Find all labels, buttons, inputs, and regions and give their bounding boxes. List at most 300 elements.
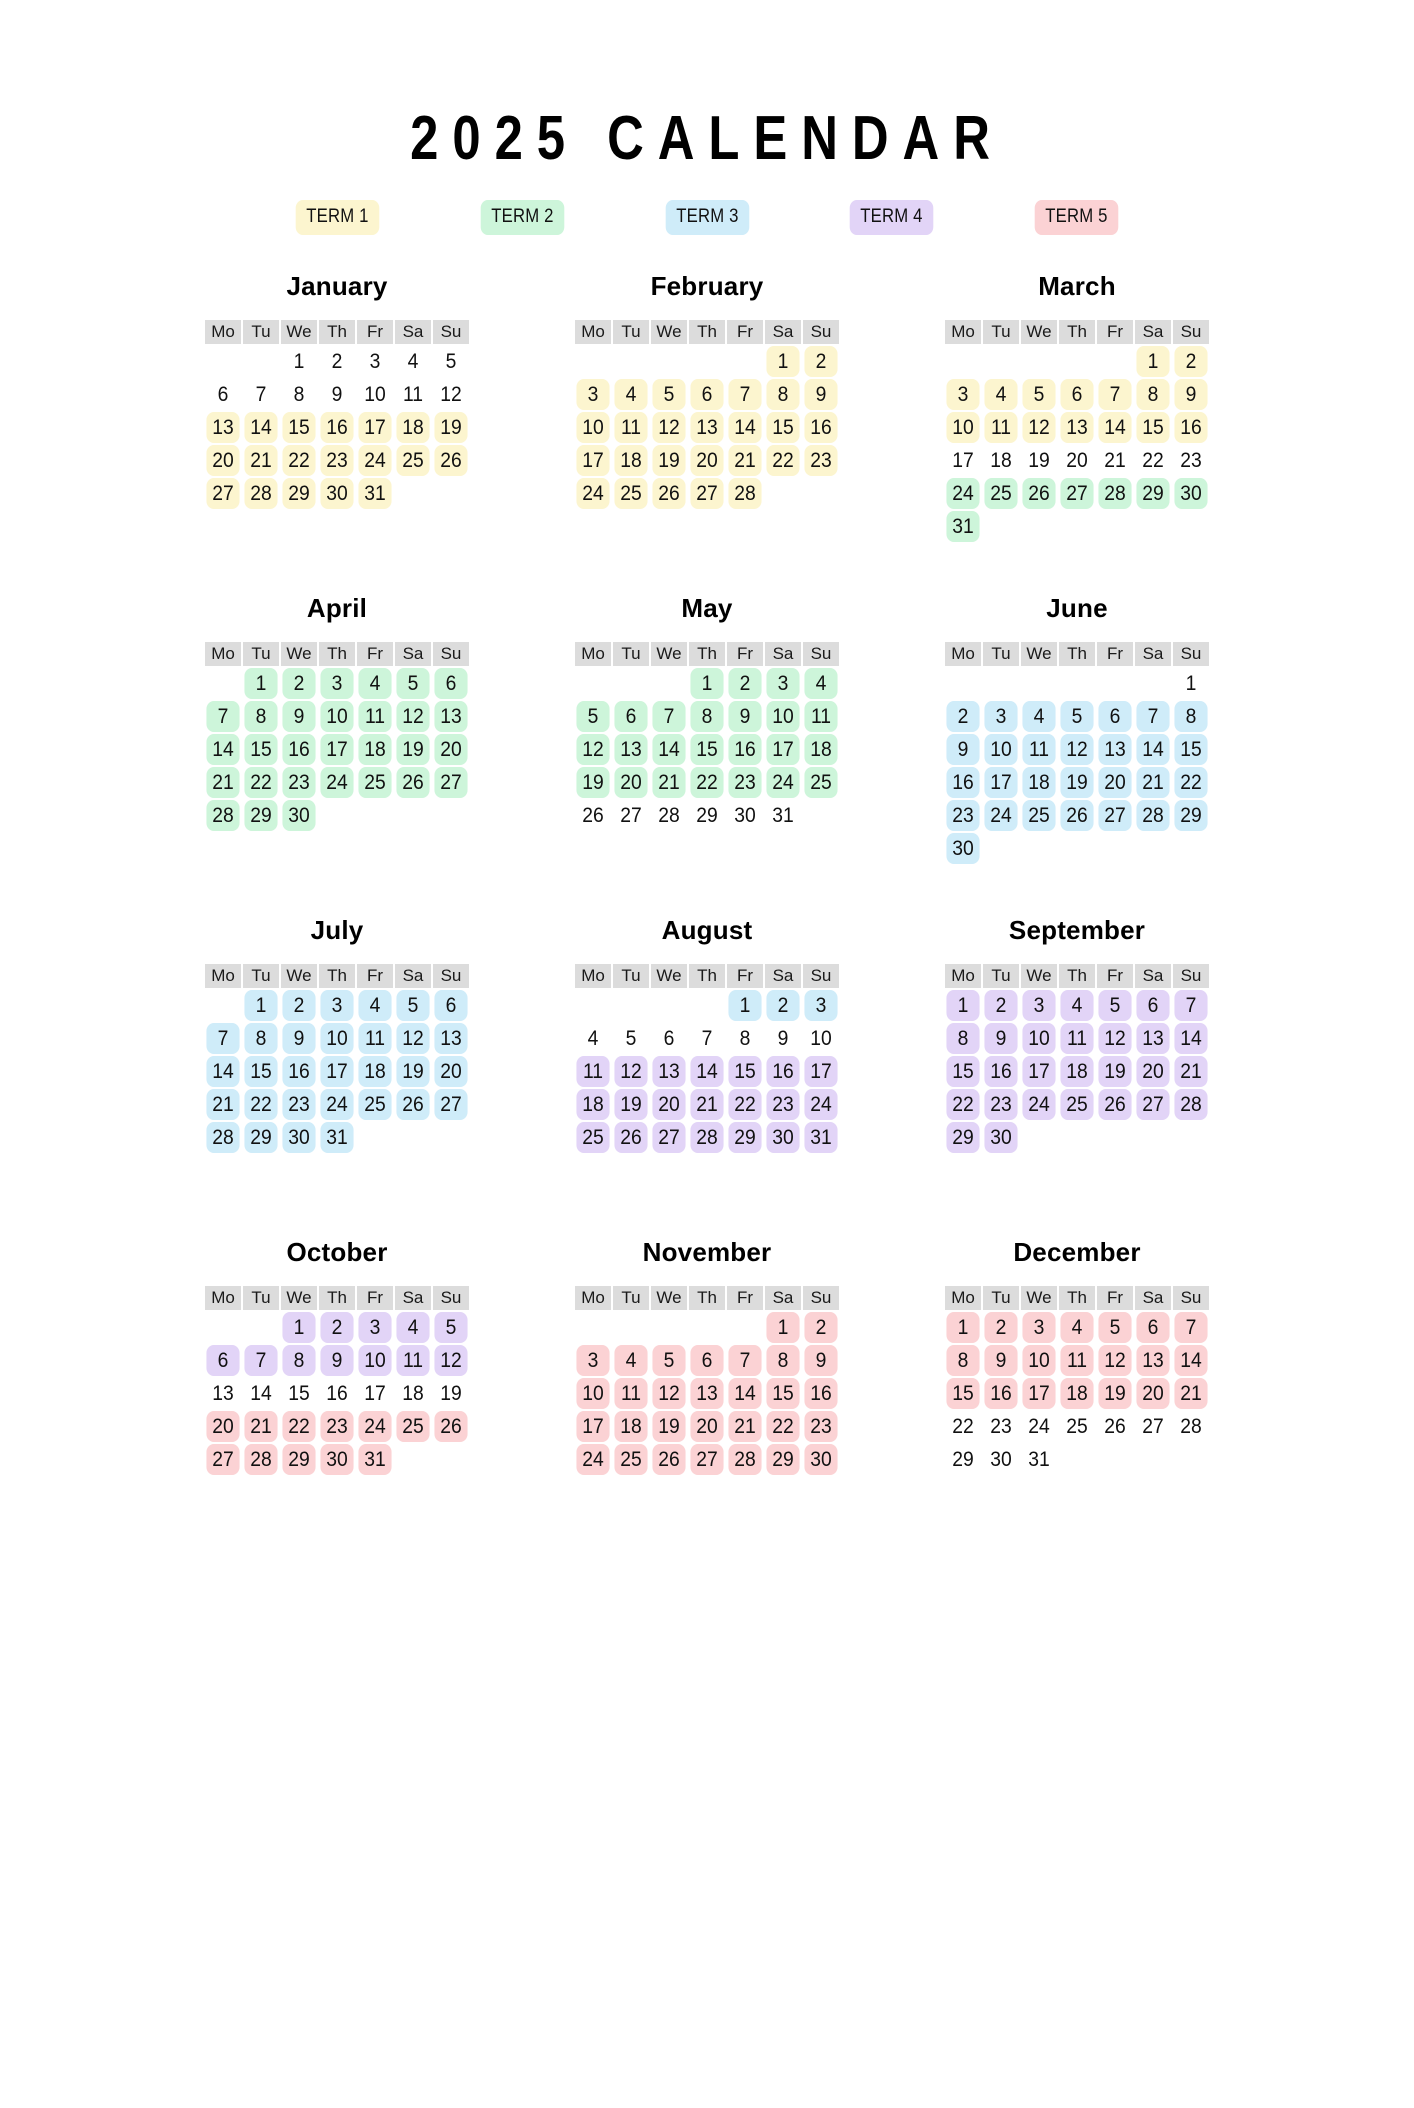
day-cell[interactable]: 16 [326,1381,348,1405]
day-cell[interactable]: 29 [244,1122,277,1153]
day-cell[interactable]: 28 [1136,800,1169,831]
day-cell[interactable]: 1 [244,990,277,1021]
day-cell[interactable]: 3 [984,701,1017,732]
day-cell[interactable]: 14 [1174,1345,1207,1376]
day-cell[interactable]: 9 [282,701,315,732]
day-cell[interactable]: 8 [946,1345,979,1376]
day-cell[interactable]: 7 [206,1023,239,1054]
day-cell[interactable]: 18 [358,1056,391,1087]
day-cell[interactable]: 16 [804,1378,837,1409]
day-cell[interactable]: 19 [576,767,609,798]
day-cell[interactable]: 11 [402,382,424,406]
day-cell[interactable]: 22 [766,1411,799,1442]
day-cell[interactable]: 31 [358,1444,391,1475]
day-cell[interactable]: 26 [652,1444,685,1475]
day-cell[interactable]: 21 [244,445,277,476]
day-cell[interactable]: 2 [282,668,315,699]
day-cell[interactable]: 13 [690,412,723,443]
day-cell[interactable]: 7 [652,701,685,732]
day-cell[interactable]: 5 [1060,701,1093,732]
day-cell[interactable]: 9 [984,1345,1017,1376]
day-cell[interactable]: 31 [804,1122,837,1153]
day-cell[interactable]: 20 [1136,1056,1169,1087]
day-cell[interactable]: 4 [407,349,419,373]
day-cell[interactable]: 17 [320,1056,353,1087]
day-cell[interactable]: 31 [946,511,979,542]
day-cell[interactable]: 5 [1098,1312,1131,1343]
day-cell[interactable]: 29 [1136,478,1169,509]
day-cell[interactable]: 12 [440,382,462,406]
day-cell[interactable]: 24 [358,445,391,476]
day-cell[interactable]: 8 [244,701,277,732]
day-cell[interactable]: 20 [1136,1378,1169,1409]
day-cell[interactable]: 19 [652,1411,685,1442]
day-cell[interactable]: 2 [1174,346,1207,377]
day-cell[interactable]: 23 [990,1414,1012,1438]
day-cell[interactable]: 2 [320,1312,353,1343]
day-cell[interactable]: 22 [282,445,315,476]
day-cell[interactable]: 18 [1022,767,1055,798]
day-cell[interactable]: 28 [244,478,277,509]
day-cell[interactable]: 22 [282,1411,315,1442]
day-cell[interactable]: 27 [1060,478,1093,509]
day-cell[interactable]: 5 [434,1312,467,1343]
day-cell[interactable]: 30 [320,478,353,509]
day-cell[interactable]: 25 [1022,800,1055,831]
day-cell[interactable]: 9 [320,1345,353,1376]
day-cell[interactable]: 1 [766,1312,799,1343]
day-cell[interactable]: 9 [804,379,837,410]
day-cell[interactable]: 5 [652,1345,685,1376]
day-cell[interactable]: 2 [804,1312,837,1343]
day-cell[interactable]: 22 [244,1089,277,1120]
day-cell[interactable]: 10 [364,382,386,406]
day-cell[interactable]: 12 [652,1378,685,1409]
day-cell[interactable]: 6 [217,382,229,406]
day-cell[interactable]: 18 [1060,1378,1093,1409]
day-cell[interactable]: 17 [766,734,799,765]
day-cell[interactable]: 19 [1060,767,1093,798]
day-cell[interactable]: 6 [206,1345,239,1376]
day-cell[interactable]: 14 [206,734,239,765]
day-cell[interactable]: 12 [1022,412,1055,443]
day-cell[interactable]: 17 [984,767,1017,798]
day-cell[interactable]: 21 [1136,767,1169,798]
day-cell[interactable]: 27 [620,803,642,827]
day-cell[interactable]: 9 [946,734,979,765]
day-cell[interactable]: 1 [282,1312,315,1343]
day-cell[interactable]: 17 [364,1381,386,1405]
day-cell[interactable]: 8 [739,1026,751,1050]
day-cell[interactable]: 10 [358,1345,391,1376]
day-cell[interactable]: 21 [652,767,685,798]
day-cell[interactable]: 12 [396,701,429,732]
day-cell[interactable]: 20 [434,1056,467,1087]
day-cell[interactable]: 4 [1022,701,1055,732]
day-cell[interactable]: 3 [369,349,381,373]
day-cell[interactable]: 22 [766,445,799,476]
day-cell[interactable]: 31 [320,1122,353,1153]
day-cell[interactable]: 30 [282,1122,315,1153]
day-cell[interactable]: 12 [576,734,609,765]
day-cell[interactable]: 28 [206,1122,239,1153]
day-cell[interactable]: 26 [396,767,429,798]
day-cell[interactable]: 7 [701,1026,713,1050]
day-cell[interactable]: 9 [1174,379,1207,410]
day-cell[interactable]: 20 [1098,767,1131,798]
day-cell[interactable]: 23 [282,1089,315,1120]
day-cell[interactable]: 4 [614,1345,647,1376]
day-cell[interactable]: 29 [244,800,277,831]
day-cell[interactable]: 17 [804,1056,837,1087]
day-cell[interactable]: 3 [1022,990,1055,1021]
day-cell[interactable]: 6 [663,1026,675,1050]
day-cell[interactable]: 13 [434,1023,467,1054]
day-cell[interactable]: 16 [946,767,979,798]
day-cell[interactable]: 6 [1136,990,1169,1021]
day-cell[interactable]: 27 [434,767,467,798]
day-cell[interactable]: 9 [331,382,343,406]
day-cell[interactable]: 27 [434,1089,467,1120]
day-cell[interactable]: 15 [282,412,315,443]
day-cell[interactable]: 11 [614,412,647,443]
day-cell[interactable]: 10 [1022,1345,1055,1376]
day-cell[interactable]: 24 [1022,1089,1055,1120]
day-cell[interactable]: 14 [244,412,277,443]
day-cell[interactable]: 27 [690,1444,723,1475]
day-cell[interactable]: 24 [804,1089,837,1120]
day-cell[interactable]: 29 [282,1444,315,1475]
day-cell[interactable]: 16 [282,734,315,765]
day-cell[interactable]: 9 [777,1026,789,1050]
day-cell[interactable]: 25 [358,767,391,798]
day-cell[interactable]: 25 [1060,1089,1093,1120]
day-cell[interactable]: 22 [952,1414,974,1438]
day-cell[interactable]: 20 [690,1411,723,1442]
day-cell[interactable]: 28 [658,803,680,827]
day-cell[interactable]: 1 [1136,346,1169,377]
day-cell[interactable]: 18 [614,445,647,476]
day-cell[interactable]: 28 [728,1444,761,1475]
day-cell[interactable]: 14 [728,1378,761,1409]
day-cell[interactable]: 12 [1098,1345,1131,1376]
day-cell[interactable]: 28 [690,1122,723,1153]
day-cell[interactable]: 26 [652,478,685,509]
term-badge-3[interactable]: TERM 3 [665,200,748,235]
day-cell[interactable]: 13 [690,1378,723,1409]
day-cell[interactable]: 17 [576,1411,609,1442]
day-cell[interactable]: 8 [244,1023,277,1054]
day-cell[interactable]: 26 [1098,1089,1131,1120]
day-cell[interactable]: 11 [1060,1345,1093,1376]
day-cell[interactable]: 29 [766,1444,799,1475]
day-cell[interactable]: 14 [1098,412,1131,443]
day-cell[interactable]: 30 [734,803,756,827]
day-cell[interactable]: 23 [766,1089,799,1120]
day-cell[interactable]: 10 [576,412,609,443]
day-cell[interactable]: 18 [804,734,837,765]
day-cell[interactable]: 30 [804,1444,837,1475]
day-cell[interactable]: 10 [946,412,979,443]
day-cell[interactable]: 29 [1174,800,1207,831]
day-cell[interactable]: 7 [206,701,239,732]
day-cell[interactable]: 30 [766,1122,799,1153]
day-cell[interactable]: 12 [396,1023,429,1054]
day-cell[interactable]: 7 [244,1345,277,1376]
day-cell[interactable]: 23 [984,1089,1017,1120]
day-cell[interactable]: 9 [282,1023,315,1054]
day-cell[interactable]: 3 [320,668,353,699]
day-cell[interactable]: 15 [766,412,799,443]
day-cell[interactable]: 26 [582,803,604,827]
term-badge-4[interactable]: TERM 4 [850,200,933,235]
day-cell[interactable]: 10 [320,1023,353,1054]
day-cell[interactable]: 4 [804,668,837,699]
day-cell[interactable]: 25 [984,478,1017,509]
day-cell[interactable]: 2 [282,990,315,1021]
day-cell[interactable]: 9 [984,1023,1017,1054]
day-cell[interactable]: 5 [576,701,609,732]
day-cell[interactable]: 7 [1174,1312,1207,1343]
day-cell[interactable]: 7 [1136,701,1169,732]
day-cell[interactable]: 3 [576,1345,609,1376]
day-cell[interactable]: 27 [1142,1414,1164,1438]
day-cell[interactable]: 12 [614,1056,647,1087]
day-cell[interactable]: 13 [1136,1345,1169,1376]
day-cell[interactable]: 16 [1174,412,1207,443]
day-cell[interactable]: 8 [1174,701,1207,732]
day-cell[interactable]: 6 [1136,1312,1169,1343]
day-cell[interactable]: 2 [766,990,799,1021]
day-cell[interactable]: 15 [244,734,277,765]
day-cell[interactable]: 2 [331,349,343,373]
term-badge-1[interactable]: TERM 1 [296,200,379,235]
day-cell[interactable]: 16 [766,1056,799,1087]
day-cell[interactable]: 20 [1066,448,1088,472]
day-cell[interactable]: 15 [244,1056,277,1087]
day-cell[interactable]: 10 [320,701,353,732]
day-cell[interactable]: 29 [946,1122,979,1153]
day-cell[interactable]: 20 [614,767,647,798]
day-cell[interactable]: 17 [1022,1056,1055,1087]
day-cell[interactable]: 27 [690,478,723,509]
day-cell[interactable]: 14 [206,1056,239,1087]
day-cell[interactable]: 1 [946,1312,979,1343]
day-cell[interactable]: 12 [652,412,685,443]
day-cell[interactable]: 8 [690,701,723,732]
day-cell[interactable]: 7 [1098,379,1131,410]
day-cell[interactable]: 24 [320,767,353,798]
day-cell[interactable]: 5 [1022,379,1055,410]
day-cell[interactable]: 11 [1022,734,1055,765]
day-cell[interactable]: 13 [434,701,467,732]
term-badge-2[interactable]: TERM 2 [480,200,563,235]
day-cell[interactable]: 11 [358,701,391,732]
day-cell[interactable]: 24 [984,800,1017,831]
day-cell[interactable]: 29 [728,1122,761,1153]
day-cell[interactable]: 24 [358,1411,391,1442]
day-cell[interactable]: 21 [728,1411,761,1442]
day-cell[interactable]: 20 [652,1089,685,1120]
day-cell[interactable]: 19 [1098,1056,1131,1087]
day-cell[interactable]: 6 [690,379,723,410]
day-cell[interactable]: 30 [1174,478,1207,509]
day-cell[interactable]: 12 [434,1345,467,1376]
day-cell[interactable]: 5 [396,990,429,1021]
day-cell[interactable]: 18 [358,734,391,765]
day-cell[interactable]: 7 [728,379,761,410]
day-cell[interactable]: 5 [396,668,429,699]
day-cell[interactable]: 10 [576,1378,609,1409]
day-cell[interactable]: 31 [358,478,391,509]
day-cell[interactable]: 20 [206,445,239,476]
day-cell[interactable]: 15 [728,1056,761,1087]
day-cell[interactable]: 24 [576,1444,609,1475]
day-cell[interactable]: 16 [320,412,353,443]
day-cell[interactable]: 14 [652,734,685,765]
day-cell[interactable]: 16 [282,1056,315,1087]
day-cell[interactable]: 21 [206,767,239,798]
day-cell[interactable]: 19 [434,412,467,443]
day-cell[interactable]: 9 [804,1345,837,1376]
day-cell[interactable]: 13 [206,412,239,443]
day-cell[interactable]: 28 [1174,1089,1207,1120]
day-cell[interactable]: 25 [614,1444,647,1475]
day-cell[interactable]: 6 [690,1345,723,1376]
day-cell[interactable]: 4 [396,1312,429,1343]
day-cell[interactable]: 11 [984,412,1017,443]
day-cell[interactable]: 14 [690,1056,723,1087]
day-cell[interactable]: 15 [288,1381,310,1405]
day-cell[interactable]: 20 [690,445,723,476]
day-cell[interactable]: 23 [1180,448,1202,472]
day-cell[interactable]: 24 [946,478,979,509]
day-cell[interactable]: 6 [1098,701,1131,732]
day-cell[interactable]: 30 [282,800,315,831]
day-cell[interactable]: 4 [614,379,647,410]
day-cell[interactable]: 17 [358,412,391,443]
day-cell[interactable]: 6 [434,990,467,1021]
day-cell[interactable]: 5 [1098,990,1131,1021]
day-cell[interactable]: 3 [804,990,837,1021]
day-cell[interactable]: 2 [984,990,1017,1021]
day-cell[interactable]: 25 [358,1089,391,1120]
day-cell[interactable]: 17 [1022,1378,1055,1409]
day-cell[interactable]: 1 [1185,671,1197,695]
day-cell[interactable]: 29 [282,478,315,509]
day-cell[interactable]: 3 [320,990,353,1021]
day-cell[interactable]: 26 [1022,478,1055,509]
day-cell[interactable]: 13 [652,1056,685,1087]
day-cell[interactable]: 26 [614,1122,647,1153]
day-cell[interactable]: 11 [1060,1023,1093,1054]
day-cell[interactable]: 7 [728,1345,761,1376]
day-cell[interactable]: 18 [1060,1056,1093,1087]
day-cell[interactable]: 16 [728,734,761,765]
day-cell[interactable]: 22 [690,767,723,798]
day-cell[interactable]: 26 [1104,1414,1126,1438]
day-cell[interactable]: 2 [728,668,761,699]
day-cell[interactable]: 30 [946,833,979,864]
day-cell[interactable]: 18 [396,412,429,443]
day-cell[interactable]: 18 [576,1089,609,1120]
day-cell[interactable]: 30 [984,1122,1017,1153]
day-cell[interactable]: 5 [652,379,685,410]
day-cell[interactable]: 1 [946,990,979,1021]
day-cell[interactable]: 6 [1060,379,1093,410]
day-cell[interactable]: 10 [810,1026,832,1050]
day-cell[interactable]: 23 [282,767,315,798]
day-cell[interactable]: 11 [614,1378,647,1409]
day-cell[interactable]: 29 [952,1447,974,1471]
day-cell[interactable]: 21 [1174,1056,1207,1087]
day-cell[interactable]: 25 [804,767,837,798]
day-cell[interactable]: 11 [358,1023,391,1054]
day-cell[interactable]: 4 [358,990,391,1021]
day-cell[interactable]: 23 [946,800,979,831]
day-cell[interactable]: 3 [1022,1312,1055,1343]
day-cell[interactable]: 19 [1028,448,1050,472]
day-cell[interactable]: 28 [1180,1414,1202,1438]
day-cell[interactable]: 22 [244,767,277,798]
day-cell[interactable]: 1 [766,346,799,377]
day-cell[interactable]: 27 [206,1444,239,1475]
day-cell[interactable]: 25 [1066,1414,1088,1438]
day-cell[interactable]: 8 [766,379,799,410]
day-cell[interactable]: 9 [728,701,761,732]
day-cell[interactable]: 27 [1098,800,1131,831]
day-cell[interactable]: 3 [576,379,609,410]
day-cell[interactable]: 21 [1174,1378,1207,1409]
day-cell[interactable]: 7 [255,382,267,406]
day-cell[interactable]: 15 [946,1056,979,1087]
day-cell[interactable]: 23 [320,445,353,476]
day-cell[interactable]: 7 [1174,990,1207,1021]
day-cell[interactable]: 1 [293,349,305,373]
day-cell[interactable]: 22 [728,1089,761,1120]
day-cell[interactable]: 1 [244,668,277,699]
day-cell[interactable]: 6 [614,701,647,732]
day-cell[interactable]: 8 [946,1023,979,1054]
day-cell[interactable]: 16 [984,1056,1017,1087]
day-cell[interactable]: 26 [396,1089,429,1120]
day-cell[interactable]: 21 [690,1089,723,1120]
day-cell[interactable]: 2 [946,701,979,732]
day-cell[interactable]: 28 [206,800,239,831]
day-cell[interactable]: 23 [320,1411,353,1442]
day-cell[interactable]: 26 [434,445,467,476]
day-cell[interactable]: 28 [728,478,761,509]
day-cell[interactable]: 20 [434,734,467,765]
day-cell[interactable]: 4 [1060,990,1093,1021]
day-cell[interactable]: 15 [1174,734,1207,765]
day-cell[interactable]: 14 [1136,734,1169,765]
day-cell[interactable]: 16 [984,1378,1017,1409]
day-cell[interactable]: 10 [766,701,799,732]
day-cell[interactable]: 8 [282,1345,315,1376]
day-cell[interactable]: 18 [614,1411,647,1442]
day-cell[interactable]: 24 [576,478,609,509]
day-cell[interactable]: 2 [984,1312,1017,1343]
day-cell[interactable]: 3 [358,1312,391,1343]
day-cell[interactable]: 27 [206,478,239,509]
day-cell[interactable]: 22 [946,1089,979,1120]
day-cell[interactable]: 19 [1098,1378,1131,1409]
day-cell[interactable]: 29 [696,803,718,827]
day-cell[interactable]: 26 [1060,800,1093,831]
day-cell[interactable]: 12 [1098,1023,1131,1054]
day-cell[interactable]: 5 [625,1026,637,1050]
